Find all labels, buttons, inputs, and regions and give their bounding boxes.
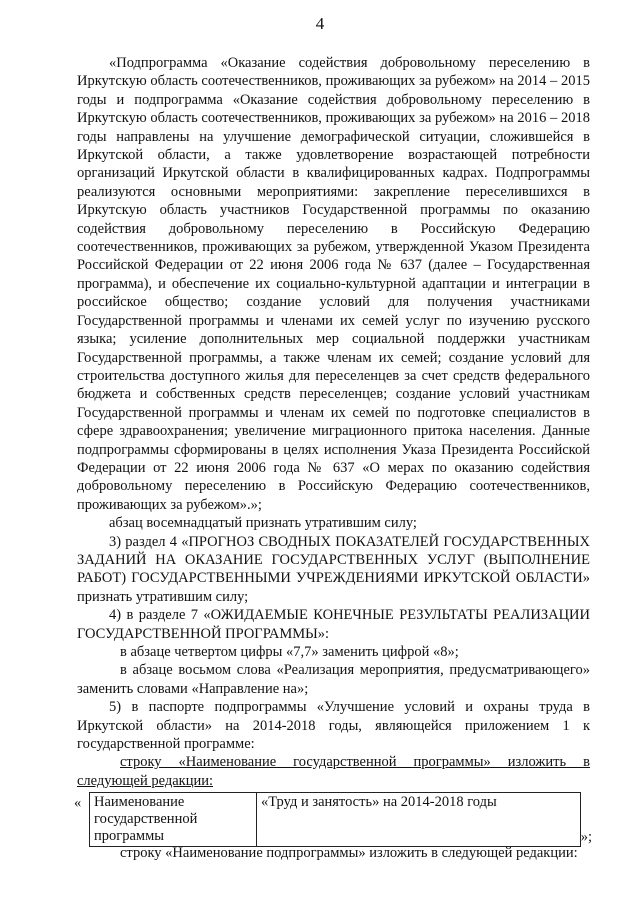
paragraph: в абзаце четвертом цифры «7,7» заменить цифрой «8»; bbox=[120, 644, 459, 660]
table-cell-label: Наименование государственной программы bbox=[90, 793, 257, 847]
inserted-table-block bbox=[74, 792, 592, 846]
program-name-table bbox=[89, 792, 581, 847]
paragraph: абзац восемнадцатый признать утратившим силу; bbox=[109, 515, 417, 532]
paragraph: 5) в паспорте подпрограммы «Улучшение условий и охраны труда в Иркутской области» на 2014-2018 годы, являющейся приложением 1 к государственной программе: bbox=[77, 699, 590, 753]
table-row bbox=[90, 793, 581, 847]
paragraph: 4) в разделе 7 «ОЖИДАЕМЫЕ КОНЕЧНЫЕ РЕЗУЛЬТАТЫ РЕАЛИЗАЦИИ ГОСУДАРСТВЕННОЙ ПРОГРАММЫ»: bbox=[77, 607, 590, 642]
table-cell-value: «Труд и занятость» на 2014-2018 годы bbox=[257, 793, 581, 847]
paragraph: в абзаце восьмом слова «Реализация мероприятия, предусматривающего» заменить словами «Направление на»; bbox=[77, 662, 590, 697]
page-number: 4 bbox=[315, 14, 325, 33]
paragraph: 3) раздел 4 «ПРОГНОЗ СВОДНЫХ ПОКАЗАТЕЛЕЙ ГОСУДАРСТВЕННЫХ ЗАДАНИЙ НА ОКАЗАНИЕ ГОСУДАРСТВЕННЫХ УСЛУГ (ВЫПОЛНЕНИЕ РАБОТ) ГОСУДАРСТВЕННЫМИ УЧРЕЖДЕНИЯМИ ИРКУТСКОЙ ОБЛАСТИ» признать утратившим силу; bbox=[77, 533, 590, 605]
paragraph: «Подпрограмма «Оказание содействия добровольному переселению в Иркутскую область соотечественников, проживающих за рубежом» на 2014 – 2015 годы и подпрограмма «Оказание содействия добровольному переселению в Иркутскую область соотечественников, проживающих за рубежом» на 2016 – 2018 годы направлены на улучшение демографической ситуации, сложившейся в Иркутской области, а также удовлетворение возрастающей потребности организаций Иркутской области в квалифицированных кадрах. Подпрограммы реализуются основными мероприятиями: закрепление переселившихся в Иркутскую область участников Государственной программы по оказанию содействия добровольному переселению в Российскую Федерацию соотечественников, проживающих за рубежом, утвержденной Указом Президента Российской Федерации от 22 июня 2006 года № 637 (далее – Государственная программа), и обеспечение их социально-культурной адаптации и интеграции в российское общество; создание условий для получения участниками Государственной программы и членами их семей услуг по изучению русского языка; усиление дополнительных мер социальной поддержки участникам Государственной программы, а также членам их семей; создание условий для строительства доступного жилья для переселенцев за счет средств федерального бюджета и собственных средств переселенцев; создание условий участникам Государственной программы и членам их семей по подготовке специалистов в сфере здравоохранения; увеличение миграционного притока населения. Данные подпрограммы сформированы в целях исполнения Указа Президента Российской Федерации от 22 июня 2006 года № 637 «О мерах по оказанию содействия добровольному переселению в Российскую Федерацию соотечественников, проживающих за рубежом».»; bbox=[77, 55, 590, 513]
paragraph: строку «Наименование государственной программы» изложить в следующей редакции: bbox=[77, 754, 590, 789]
paragraph: строку «Наименование подпрограммы» изложить в следующей редакции: bbox=[120, 845, 578, 862]
document-body bbox=[74, 54, 592, 863]
open-quote: « bbox=[74, 795, 82, 812]
close-quote: »; bbox=[580, 829, 592, 846]
